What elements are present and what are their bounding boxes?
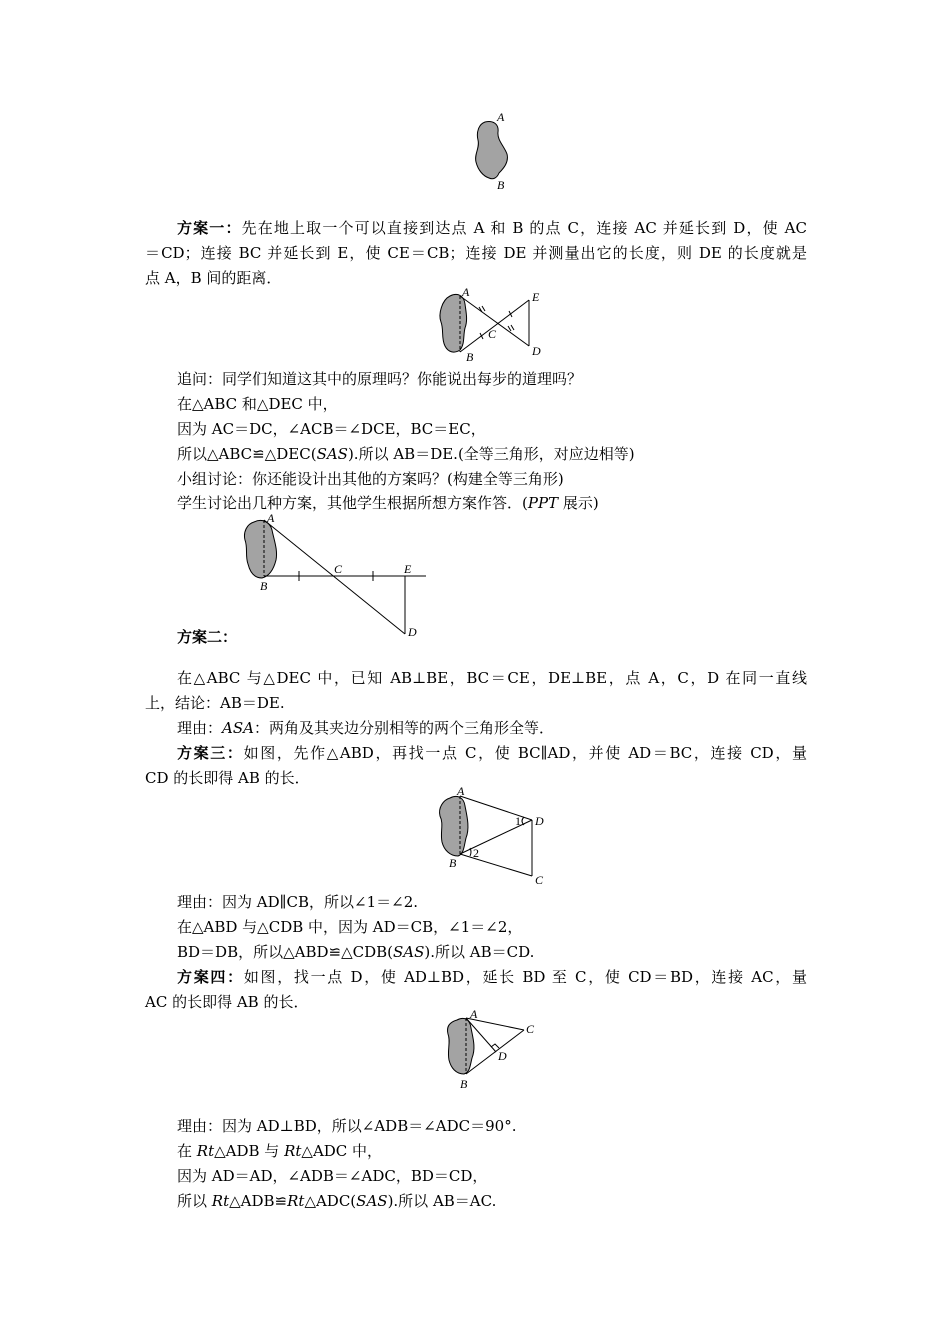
figure-plan3: [432, 784, 562, 888]
plan2-line1: 在△ABC 与△DEC 中，已知 AB⊥BE，BC＝CE，DE⊥BE，点 A，C，D 在同一直线: [177, 669, 807, 687]
plan4-line2: AC 的长即得 AB 的长．: [145, 993, 309, 1011]
angle-label-1: 1: [515, 814, 521, 828]
plan4-reason1: 理由：因为 AD⊥BD，所以∠ADB＝∠ADC＝90°.: [177, 1117, 517, 1135]
label-d: D: [408, 625, 417, 639]
label-e: E: [404, 562, 412, 576]
plan4-reason2: 在 Rt△ADB 与 Rt△ADC 中，: [177, 1142, 383, 1160]
plan1-title: 方案一：: [177, 219, 242, 237]
followup-line5: 学生讨论出几种方案，其他学生根据所想方案作答．(PPT 展示): [177, 494, 599, 512]
plan2-title: 方案二：: [177, 628, 238, 646]
followup-line1: 在△ABC 和△DEC 中，: [177, 395, 338, 413]
plan3-diagram: [432, 784, 562, 888]
segment-ad: [460, 796, 532, 820]
label-b: B: [466, 350, 474, 364]
label-a: A: [497, 110, 505, 124]
figure-plan1: [432, 286, 562, 364]
lake-shape: [244, 520, 276, 578]
label-b: B: [449, 856, 457, 870]
plan4-line1: 方案四：如图，找一点 D，使 AD⊥BD，延长 BD 至 C，使 CD＝BD，连接 AC，量: [177, 968, 807, 986]
label-c: C: [526, 1022, 535, 1036]
followup-line4: 小组讨论：你还能设计出其他的方案吗？(构建全等三角形): [177, 470, 564, 488]
plan4-reason3: 因为 AD＝AD，∠ADB＝∠ADC，BD＝CD，: [177, 1167, 488, 1185]
segment-be: [460, 300, 529, 352]
plan3-reason1: 理由：因为 AD∥CB，所以∠1＝∠2.: [177, 893, 419, 911]
label-c: C: [488, 327, 497, 341]
label-b: B: [497, 178, 505, 192]
lake-shape: [440, 796, 468, 856]
label-b: B: [260, 579, 268, 593]
label-a: A: [462, 285, 470, 299]
plan1-line2: ＝CD；连接 BC 并延长到 E，使 CE＝CB；连接 DE 并测量出它的长度，则 DE 的长度就是: [145, 244, 807, 262]
figure-plan2: [238, 512, 438, 642]
plan2-line2: 上，结论：AB＝DE.: [145, 694, 285, 712]
label-b: B: [460, 1077, 468, 1091]
segment-bc: [466, 1030, 524, 1074]
lake-shape: [476, 121, 508, 178]
label-a: A: [267, 511, 275, 525]
followup-line3: 所以△ABC≌△DEC(SAS).所以 AB＝DE.(全等三角形，对应边相等): [177, 445, 635, 463]
label-d: D: [498, 1049, 507, 1063]
plan4-diagram: [440, 1006, 550, 1092]
label-d: D: [532, 344, 541, 358]
plan3-title: 方案三：: [177, 744, 244, 762]
label-d: D: [535, 814, 544, 828]
lake-diagram: [465, 110, 525, 192]
plan3-reason3: BD＝DB，所以△ABD≌△CDB(SAS).所以 AB＝CD.: [177, 943, 535, 961]
plan3-line1: 方案三：如图，先作△ABD，再找一点 C，使 BC∥AD，并使 AD＝BC，连接 CD，量: [177, 744, 807, 762]
plan1-diagram: [432, 286, 562, 364]
followup-question: 追问：同学们知道这其中的原理吗？你能说出每步的道理吗？: [177, 370, 583, 388]
plan4-title: 方案四：: [177, 968, 244, 986]
label-c: C: [334, 562, 343, 576]
plan4-reason4: 所以 Rt△ADB≌Rt△ADC(SAS).所以 AB＝AC.: [177, 1192, 497, 1210]
plan3-line2: CD 的长即得 AB 的长．: [145, 769, 310, 787]
figure-plan4: [440, 1006, 550, 1092]
followup-line2: 因为 AC＝DC，∠ACB＝∠DCE，BC＝EC，: [177, 420, 486, 438]
plan2-diagram: [238, 512, 438, 642]
label-a: A: [470, 1007, 478, 1021]
segment-ad: [264, 520, 405, 634]
lake-shape: [440, 294, 467, 352]
label-a: A: [457, 784, 465, 798]
label-c: C: [535, 873, 544, 887]
label-e: E: [532, 290, 540, 304]
plan2-reason: 理由：ASA：两角及其夹边分别相等的两个三角形全等．: [177, 719, 554, 737]
angle-label-2: 2: [473, 846, 479, 860]
segment-bc: [460, 854, 532, 876]
figure-lake: [465, 110, 525, 192]
plan1-line3: 点 A，B 间的距离．: [145, 269, 282, 287]
lake-shape: [447, 1018, 473, 1074]
plan3-reason2: 在△ABD 与△CDB 中，因为 AD＝CB，∠1＝∠2，: [177, 918, 523, 936]
plan1-line1: 方案一：先在地上取一个可以直接到达点 A 和 B 的点 C，连接 AC 并延长到 D，使 AC: [177, 219, 807, 237]
